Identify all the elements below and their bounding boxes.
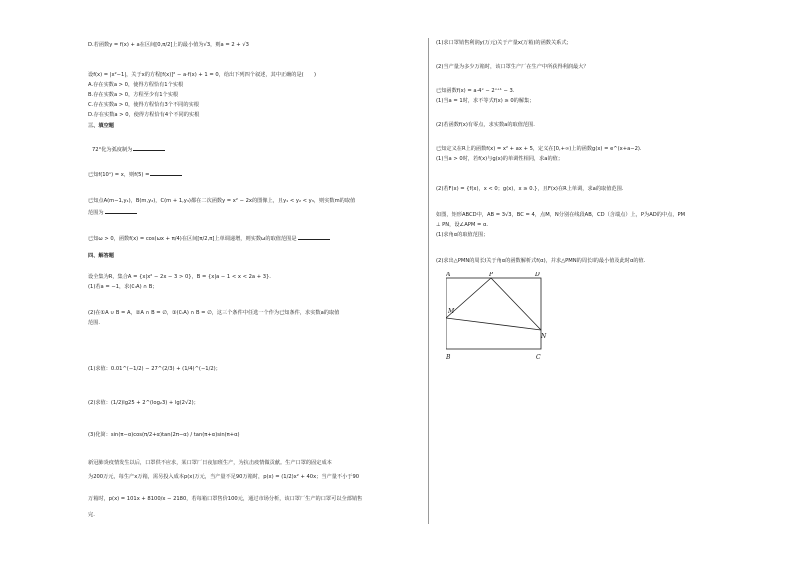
- answer-blank[interactable]: [298, 234, 330, 240]
- answer-blank[interactable]: [133, 145, 165, 151]
- fill-question-4: 已知ω > 0，函数f(x) = cos(ωx + π/4)在区间[π/2,π]上单调递增，则实数ω的取值范围是: [88, 234, 330, 243]
- mask-part2: (2)当产量为多少万箱时，该口罩生产厂在生产中所获得利润最大？: [436, 64, 589, 70]
- question-rectangle-cont: ⊥ PN，设∠APM = α.: [436, 222, 489, 228]
- label-m: M: [448, 308, 455, 315]
- label-p: P: [489, 272, 494, 278]
- question-exponential-part1: (1)当a = 1时，求不等式f(x) ≥ 0的解集；: [436, 98, 535, 104]
- question-sets-part2-cont: 范围.: [88, 320, 101, 326]
- question-simplify: (3)化简：sin(π−α)cos(π/2+α)tan(2π−α) / tan(π+α)sin(π+α): [88, 432, 240, 438]
- segment-mn: [446, 318, 541, 330]
- question-evaluate-2: (2)求值：(1/2)lg25 + 2^(log₂3) + lg(2√2)；: [88, 400, 199, 406]
- question-mask-factory: 新冠肺炎疫情发生以后，口罩供不应求，某口罩厂日夜加班生产，为抗击疫情做贡献。生产口罩的固定成本: [88, 460, 332, 466]
- fill-question-1: 72°化为弧度制为: [92, 145, 165, 154]
- segment-pn: [491, 278, 541, 330]
- section-answer: 四、解答题: [88, 253, 114, 259]
- label-a: A: [446, 272, 451, 278]
- label-b: B: [446, 354, 451, 361]
- question-rectangle-part2: (2)求出△PMN的周长l关于角α的函数解析式f(α)，并求△PMN的周长l的最小值及此时α的值.: [436, 258, 646, 264]
- label-n: N: [541, 333, 547, 340]
- question-sets-part2: (2)在①A ∪ B = A，②A ∩ B = ∅，③(∁ᵣA) ∩ B = ∅，这三个条件中任选一个作为已知条件，求实数a的取值: [88, 310, 340, 316]
- question-rectangle: 如图，矩形ABCD中，AB = 3√3，BC = 4，点M，N分别在线段AB，CD（含端点）上，P为AD的中点，PM: [436, 212, 686, 218]
- fill-question-3-cont: 范围为: [88, 208, 137, 217]
- rectangle-diagram: [446, 272, 558, 366]
- fill-question-3: 已知点A(m−1,y₁)，B(m,y₂)，C(m + 1,y₃)都在二次函数y = x² − 2x的图像上，且y₁ < y₂ < y₃，则实数m的取值: [88, 198, 356, 204]
- label-d: D: [535, 272, 540, 278]
- column-divider: [428, 38, 429, 524]
- question-exponential-part2: (2)若函数f(x)有零点，求实数a的取值范围.: [436, 122, 535, 128]
- question-sets: 设全集为R，集合A = {x|x² − 2x − 3 > 0}，B = {x|a − 1 < x < 2a + 3}.: [88, 274, 271, 280]
- option-b: B.存在实数a > 0，方程至少有1个实根: [88, 92, 179, 98]
- section-fill-in: 三、填空题: [88, 123, 114, 129]
- option-d-text: D.若函数y = f(x) + a在区间[0,π/2]上的最小值为√3，则a = 2 + √3: [88, 42, 249, 48]
- question-sets-part1: (1)若a = −1，求(∁ᵣA) ∩ B；: [88, 284, 158, 290]
- mask-part1: (1)求口罩销售利润y(万元)关于产量x(万箱)的函数关系式；: [436, 40, 572, 46]
- label-c: C: [536, 354, 541, 361]
- answer-blank[interactable]: [150, 170, 182, 176]
- question-monotonic-part1: (1)当a > 0时，若f(x)与g(x)的单调性相同，求a的值；: [436, 156, 564, 162]
- question-monotonic: 已知定义在R上的函数f(x) = x² + ax + 5，定义在[0,+∞)上的函数g(x) = e^(x+a−2).: [436, 146, 642, 152]
- rectangle-figure: [446, 272, 558, 366]
- answer-blank[interactable]: [105, 208, 137, 214]
- question-exponential: 已知函数f(x) = a·4ˣ − 2ˣ⁺¹ − 3.: [436, 88, 515, 94]
- fill-question-2: 已知f(10ˣ) = x，则f(5) =: [88, 170, 182, 179]
- option-c: C.存在实数a > 0，使得方程恰有3个不同的实根: [88, 102, 199, 108]
- question-rectangle-part1: (1)求角α的取值范围；: [436, 232, 489, 238]
- rectangle-abcd: [446, 278, 541, 349]
- option-a: A.存在实数a > 0，使得方程恰有1个实根: [88, 82, 184, 88]
- question-equation-roots: 设f(x) = |x²−1|，关于x的方程[f(x)]² − a·f(x) + 1 = 0，给出下列四个叙述，其中正确的是( ): [88, 72, 317, 78]
- question-mask-factory-4: 完.: [88, 512, 95, 518]
- question-mask-factory-3: 万箱时，p(x) = 101x + 8100/x − 2180，若每箱口罩售价100元，通过市场分析，该口罩厂生产的口罩可以全部销售: [88, 496, 363, 502]
- question-monotonic-part2: (2)若F(x) = {f(x)，x < 0；g(x)，x ≥ 0.}，且F(x)在R上单调，求a的取值范围.: [436, 186, 624, 192]
- question-mask-factory-2: 为200万元，每生产x万箱，需另投入成本p(x)万元，当产量不足90万箱时，p(x) = (1/2)x² + 40x；当产量不小于90: [88, 474, 360, 480]
- question-evaluate-1: (1)求值：0.01^(−1/2) − 27^(2/3) + (1/4)^(−1/2)；: [88, 366, 221, 372]
- option-d: D.存在实数a > 0，使得方程恰有4个不同的实根: [88, 112, 200, 118]
